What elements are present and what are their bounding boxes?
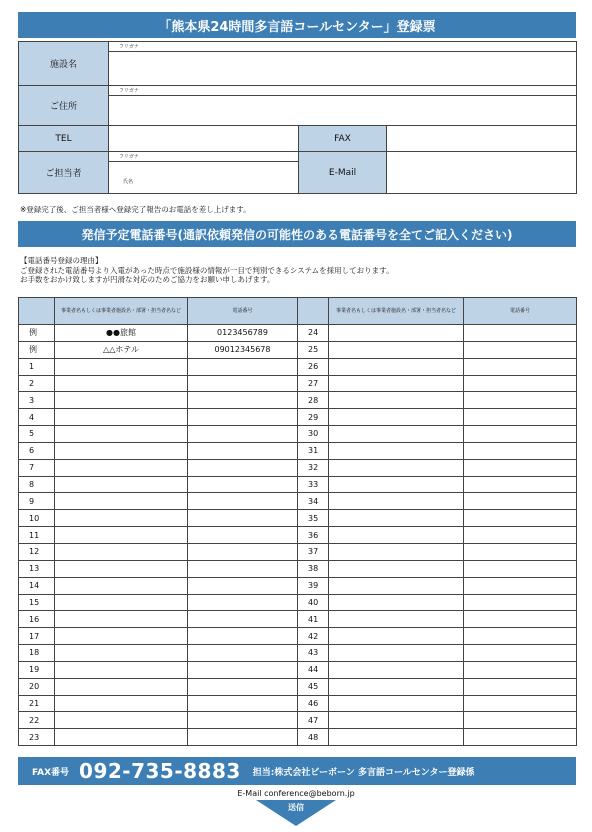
table-row (19, 341, 577, 358)
tel-cell[interactable] (188, 729, 298, 746)
table-row (19, 611, 577, 628)
name-cell[interactable]: △△ホテル (55, 341, 188, 358)
name-cell[interactable] (55, 729, 188, 746)
tel-cell[interactable] (464, 628, 577, 645)
tel-cell[interactable] (188, 527, 298, 544)
name-cell[interactable] (329, 442, 464, 459)
row-number: 9 (19, 493, 55, 510)
name-cell[interactable] (329, 409, 464, 426)
email-label: E-Mail (299, 152, 387, 194)
form-title: 「熊本県24時間多言語コールセンター」登録票 (18, 12, 576, 38)
name-cell[interactable] (55, 695, 188, 712)
table-row (19, 375, 577, 392)
name-cell[interactable] (329, 695, 464, 712)
row-number: 19 (19, 661, 55, 678)
name-cell[interactable] (55, 459, 188, 476)
fax-label: FAX (299, 126, 387, 152)
tel-cell[interactable] (188, 409, 298, 426)
table-row (19, 510, 577, 527)
table-row (19, 645, 577, 662)
name-cell[interactable] (329, 729, 464, 746)
reason-block (20, 256, 576, 285)
name-col-header: 事業者名もしくは事業者施設名・部署・担当者名など (329, 298, 464, 325)
facility-furigana-field[interactable] (109, 42, 577, 52)
send-label: 送信 (288, 803, 304, 812)
fax-number-label: FAX番号 (32, 767, 70, 778)
row-number: 12 (19, 543, 55, 560)
name-cell[interactable] (55, 426, 188, 443)
row-number: 11 (19, 527, 55, 544)
reason-line-2: お手数をおかけ致しますが円滑な対応のためご協力をお願い申しあげます。 (20, 275, 275, 284)
row-number: 4 (19, 409, 55, 426)
tel-cell[interactable] (188, 695, 298, 712)
name-cell[interactable] (55, 543, 188, 560)
registration-table (18, 41, 577, 194)
tel-cell[interactable] (188, 493, 298, 510)
name-cell[interactable] (329, 341, 464, 358)
name-cell[interactable] (55, 510, 188, 527)
table-row (19, 426, 577, 443)
tel-cell[interactable] (464, 527, 577, 544)
furigana-label: フリガナ (119, 154, 139, 160)
name-cell[interactable] (329, 325, 464, 342)
row-number: 18 (19, 645, 55, 662)
tel-cell[interactable] (188, 476, 298, 493)
table-row (19, 409, 577, 426)
row-number: 8 (19, 476, 55, 493)
row-number: 26 (298, 358, 329, 375)
name-cell[interactable] (55, 409, 188, 426)
table-row (19, 459, 577, 476)
tel-cell[interactable] (464, 442, 577, 459)
tel-cell[interactable] (188, 594, 298, 611)
tel-cell[interactable] (464, 611, 577, 628)
name-cell[interactable] (329, 459, 464, 476)
row-number: 30 (298, 426, 329, 443)
email-field[interactable] (387, 152, 577, 194)
tel-cell[interactable] (464, 645, 577, 662)
tel-cell[interactable] (464, 476, 577, 493)
table-row (19, 661, 577, 678)
tel-cell[interactable] (188, 392, 298, 409)
row-number: 39 (298, 577, 329, 594)
name-cell[interactable] (329, 493, 464, 510)
name-cell[interactable] (329, 426, 464, 443)
tel-cell[interactable] (188, 510, 298, 527)
row-number: 41 (298, 611, 329, 628)
reason-line-1: ご登録された電話番号より入電があった時点で施設様の情報が一目で判別できるシステムを採用しております。 (20, 265, 394, 275)
reason-heading: 【電話番号登録の理由】 (20, 256, 103, 265)
table-row (19, 392, 577, 409)
tel-cell[interactable] (188, 358, 298, 375)
furigana-label: フリガナ (119, 88, 139, 94)
tel-label: TEL (19, 126, 109, 152)
row-number: 1 (19, 358, 55, 375)
tel-cell[interactable] (188, 678, 298, 695)
row-number: 31 (298, 442, 329, 459)
name-cell[interactable] (329, 661, 464, 678)
name-cell[interactable] (329, 358, 464, 375)
tel-cell[interactable] (464, 375, 577, 392)
table-row (19, 527, 577, 544)
tel-cell[interactable] (464, 594, 577, 611)
tel-cell[interactable] (464, 409, 577, 426)
row-number: 17 (19, 628, 55, 645)
contact-email: E-Mail conference@beborn.jp (237, 789, 355, 798)
name-cell[interactable] (55, 442, 188, 459)
row-number: 29 (298, 409, 329, 426)
name-cell[interactable] (55, 375, 188, 392)
name-col-header: 事業者名もしくは事業者施設名・部署・担当者名など (55, 298, 188, 325)
table-row (19, 476, 577, 493)
tel-cell[interactable] (464, 358, 577, 375)
name-cell[interactable] (55, 560, 188, 577)
name-cell[interactable] (55, 527, 188, 544)
number-col-header (298, 298, 329, 325)
tel-cell[interactable] (464, 341, 577, 358)
row-number: 14 (19, 577, 55, 594)
table-row (19, 678, 577, 695)
tel-cell[interactable] (464, 560, 577, 577)
row-number: 16 (19, 611, 55, 628)
tel-cell[interactable] (188, 543, 298, 560)
row-number: 47 (298, 712, 329, 729)
tel-cell[interactable] (464, 712, 577, 729)
phone-table (18, 297, 577, 746)
name-sublabel: 氏名 (123, 179, 134, 185)
name-cell[interactable] (55, 628, 188, 645)
table-row (19, 695, 577, 712)
name-cell[interactable] (329, 577, 464, 594)
row-number: 21 (19, 695, 55, 712)
tel-cell[interactable] (464, 695, 577, 712)
tel-cell[interactable] (188, 577, 298, 594)
name-cell[interactable] (329, 611, 464, 628)
name-cell[interactable] (329, 392, 464, 409)
tel-cell[interactable] (188, 611, 298, 628)
tel-cell[interactable] (464, 392, 577, 409)
row-number: 15 (19, 594, 55, 611)
row-number: 33 (298, 476, 329, 493)
tel-col-header: 電話番号 (188, 298, 298, 325)
row-number: 48 (298, 729, 329, 746)
tel-cell[interactable] (464, 543, 577, 560)
address-field[interactable] (109, 96, 577, 126)
row-number: 2 (19, 375, 55, 392)
row-number: 7 (19, 459, 55, 476)
furigana-label: フリガナ (119, 44, 139, 50)
row-number: 10 (19, 510, 55, 527)
tel-cell[interactable] (188, 459, 298, 476)
tel-cell[interactable] (464, 426, 577, 443)
table-row (19, 560, 577, 577)
name-cell[interactable] (55, 577, 188, 594)
tel-cell[interactable] (188, 560, 298, 577)
fax-field[interactable] (387, 126, 577, 152)
number-col-header (19, 298, 55, 325)
name-cell[interactable] (329, 712, 464, 729)
table-row (19, 543, 577, 560)
name-cell[interactable] (55, 661, 188, 678)
row-number: 46 (298, 695, 329, 712)
name-cell[interactable] (55, 476, 188, 493)
name-cell[interactable]: ●●旅館 (55, 325, 188, 342)
name-cell[interactable] (329, 527, 464, 544)
table-row (19, 325, 577, 342)
table-row (19, 442, 577, 459)
facility-name-label: 施設名 (19, 42, 109, 86)
table-row (19, 594, 577, 611)
row-number: 13 (19, 560, 55, 577)
row-number: 32 (298, 459, 329, 476)
tel-cell[interactable] (464, 661, 577, 678)
row-number: 37 (298, 543, 329, 560)
tel-cell[interactable]: 0123456789 (188, 325, 298, 342)
address-label: ご住所 (19, 86, 109, 126)
table-row (19, 358, 577, 375)
tel-cell[interactable] (188, 712, 298, 729)
name-cell[interactable] (55, 392, 188, 409)
tel-cell[interactable] (188, 426, 298, 443)
row-number: 44 (298, 661, 329, 678)
table-row (19, 628, 577, 645)
fax-banner (18, 757, 576, 785)
name-cell[interactable] (329, 594, 464, 611)
name-cell[interactable] (55, 678, 188, 695)
row-number: 23 (19, 729, 55, 746)
row-number: 35 (298, 510, 329, 527)
name-cell[interactable] (329, 476, 464, 493)
contact-person-label: ご担当者 (19, 152, 109, 194)
row-number: 43 (298, 645, 329, 662)
row-number: 24 (298, 325, 329, 342)
table-row (19, 493, 577, 510)
name-cell[interactable] (55, 594, 188, 611)
table-row (19, 712, 577, 729)
name-cell[interactable] (329, 543, 464, 560)
tel-cell[interactable] (188, 645, 298, 662)
fax-number: 092-735-8883 (79, 759, 241, 783)
row-number: 25 (298, 341, 329, 358)
tel-cell[interactable] (464, 459, 577, 476)
name-cell[interactable] (55, 358, 188, 375)
tel-field[interactable] (109, 126, 299, 152)
name-cell[interactable] (329, 510, 464, 527)
row-number: 34 (298, 493, 329, 510)
tel-cell[interactable] (188, 375, 298, 392)
name-cell[interactable] (55, 712, 188, 729)
tel-cell[interactable] (464, 510, 577, 527)
name-cell[interactable] (329, 375, 464, 392)
tel-col-header: 電話番号 (464, 298, 577, 325)
name-cell[interactable] (55, 611, 188, 628)
send-arrow (256, 800, 336, 826)
address-furigana-field[interactable] (109, 86, 577, 96)
row-number: 6 (19, 442, 55, 459)
phone-table-body (19, 325, 577, 746)
tel-cell[interactable] (464, 325, 577, 342)
row-number: 42 (298, 628, 329, 645)
name-cell[interactable] (329, 645, 464, 662)
facility-name-field[interactable] (109, 52, 577, 86)
row-number: 45 (298, 678, 329, 695)
row-number: 3 (19, 392, 55, 409)
row-number: 例 (19, 341, 55, 358)
row-number: 例 (19, 325, 55, 342)
row-number: 36 (298, 527, 329, 544)
tel-cell[interactable] (188, 661, 298, 678)
name-cell[interactable] (55, 645, 188, 662)
row-number: 22 (19, 712, 55, 729)
tel-cell[interactable] (464, 729, 577, 746)
notice-text: ※登録完了後、ご担当者様へ登録完了報告のお電話を差し上げます。 (20, 205, 251, 214)
tel-cell[interactable]: 09012345678 (188, 341, 298, 358)
section-title: 発信予定電話番号(通訳依頼発信の可能性のある電話番号を全てご記入ください) (18, 221, 576, 247)
name-cell[interactable] (329, 678, 464, 695)
name-cell[interactable] (329, 560, 464, 577)
table-row (19, 577, 577, 594)
tel-cell[interactable] (188, 628, 298, 645)
tel-cell[interactable] (464, 577, 577, 594)
row-number: 28 (298, 392, 329, 409)
row-number: 27 (298, 375, 329, 392)
department-text: 担当:株式会社ビーボーン 多言語コールセンター登録係 (252, 767, 475, 778)
row-number: 5 (19, 426, 55, 443)
row-number: 20 (19, 678, 55, 695)
row-number: 40 (298, 594, 329, 611)
table-row (19, 729, 577, 746)
tel-cell[interactable] (188, 442, 298, 459)
name-cell[interactable] (55, 493, 188, 510)
person-furigana-field[interactable] (109, 152, 299, 162)
tel-cell[interactable] (464, 493, 577, 510)
row-number: 38 (298, 560, 329, 577)
name-cell[interactable] (329, 628, 464, 645)
person-name-field[interactable] (109, 162, 299, 194)
tel-cell[interactable] (464, 678, 577, 695)
